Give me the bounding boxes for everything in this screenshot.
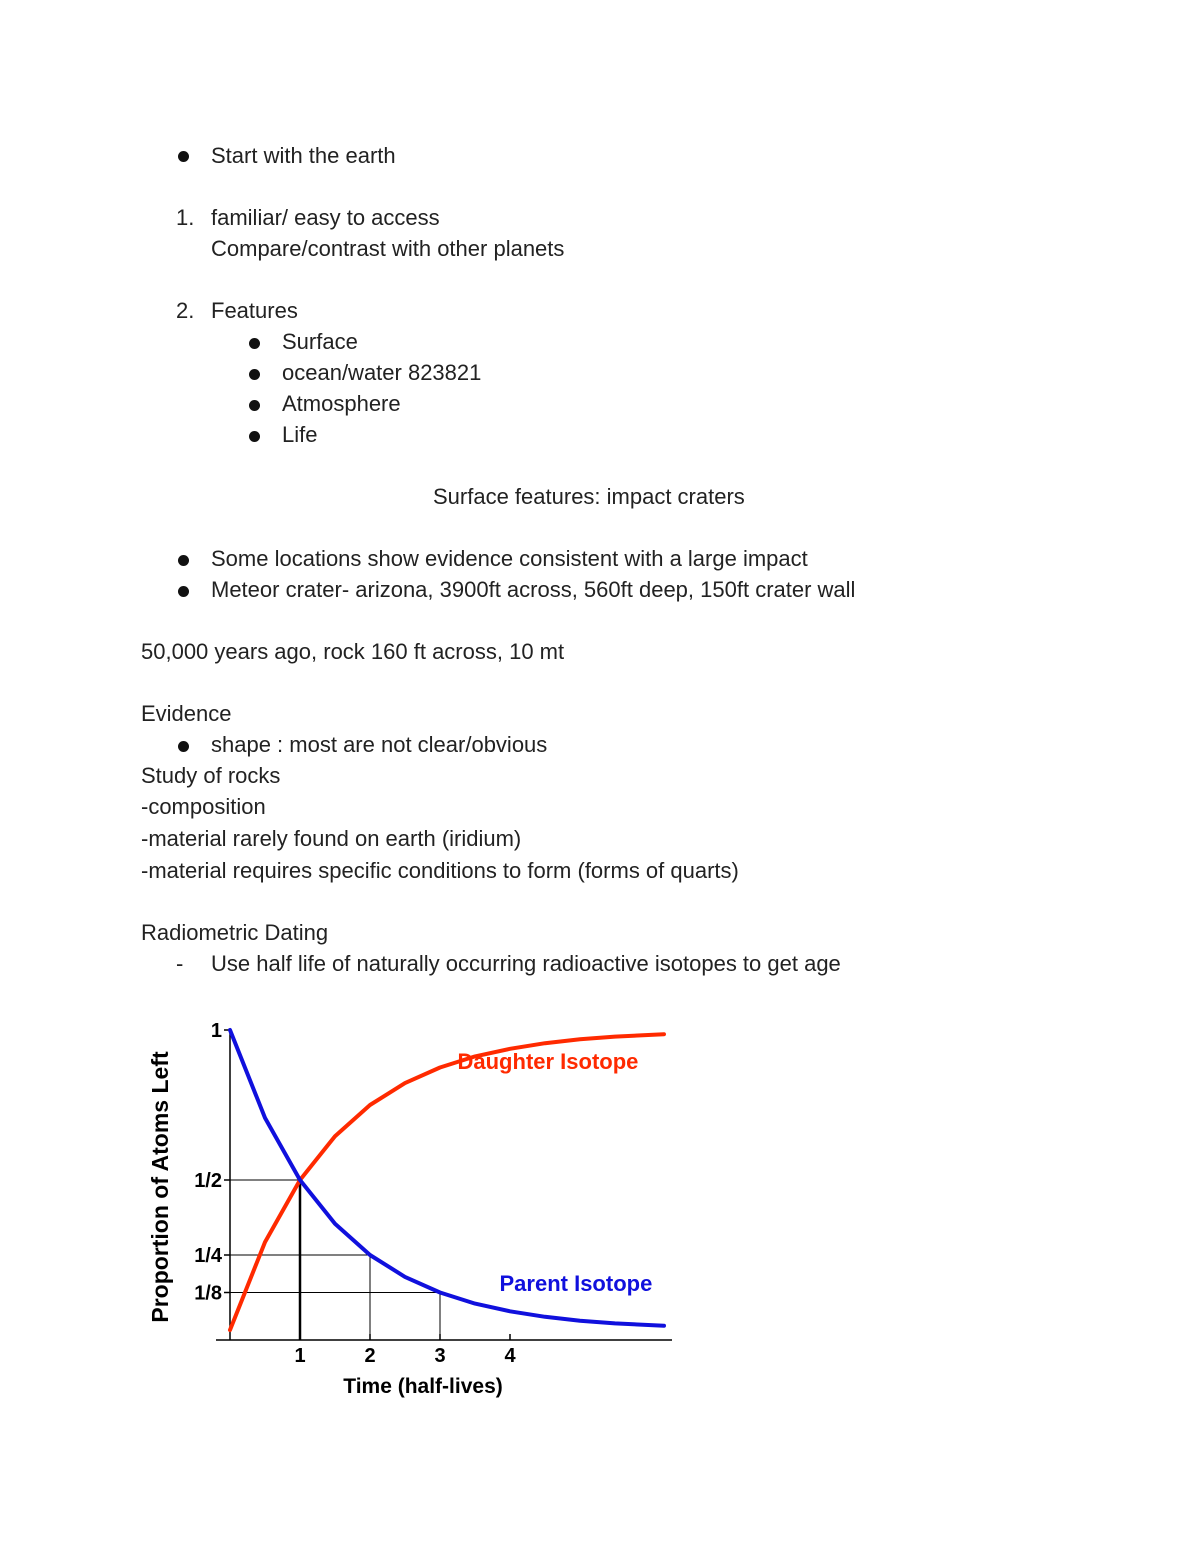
note-line: Life: [282, 422, 318, 447]
note-line: -material rarely found on earth (iridium): [141, 826, 522, 851]
note-line: Meteor crater- arizona, 3900ft across, 560ft deep, 150ft crater wall: [211, 577, 856, 602]
note-line: Atmosphere: [282, 391, 401, 416]
y-tick-label: 1/4: [194, 1245, 222, 1267]
note-line: shape : most are not clear/obvious: [211, 732, 548, 757]
x-tick-label: 1: [294, 1345, 306, 1367]
y-axis-title: Proportion of Atoms Left: [147, 1051, 173, 1323]
section-heading: Surface features: impact craters: [433, 484, 745, 509]
note-line: -composition: [141, 794, 266, 819]
note-line: Surface: [282, 329, 358, 354]
y-tick-label: 1/8: [194, 1282, 222, 1305]
parent-isotope-label: Parent Isotope: [499, 1271, 653, 1296]
note-line: Use half life of naturally occurring radioactive isotopes to get age: [211, 951, 841, 976]
note-line: ocean/water 823821: [282, 360, 482, 385]
note-line: Study of rocks: [141, 763, 281, 788]
x-tick-label: 3: [434, 1345, 446, 1367]
x-tick-label: 2: [364, 1345, 376, 1367]
note-line: 50,000 years ago, rock 160 ft across, 10 mt: [141, 639, 565, 664]
x-tick-label: 4: [504, 1345, 516, 1367]
y-tick-label: 1: [210, 1020, 222, 1042]
x-axis-title: Time (half-lives): [343, 1375, 503, 1398]
note-line: Features: [211, 298, 298, 323]
guide-lines: [230, 1180, 440, 1340]
note-line: -material requires specific conditions to form (forms of quarts): [141, 858, 739, 883]
y-tick-label: 1/2: [194, 1170, 222, 1192]
note-line: Start with the earth: [211, 143, 396, 168]
note-line: familiar/ easy to access: [211, 205, 440, 230]
list-number: 1.: [176, 205, 195, 230]
dash-marker: -: [176, 951, 184, 976]
note-line: Evidence: [141, 701, 232, 726]
chart-labels: [147, 1020, 652, 1398]
note-line: Some locations show evidence consistent with a large impact: [211, 546, 808, 571]
daughter-isotope-label: Daughter Isotope: [457, 1049, 639, 1074]
note-line: Compare/contrast with other planets: [211, 236, 565, 261]
note-line: Radiometric Dating: [141, 920, 329, 945]
list-number: 2.: [176, 298, 195, 323]
